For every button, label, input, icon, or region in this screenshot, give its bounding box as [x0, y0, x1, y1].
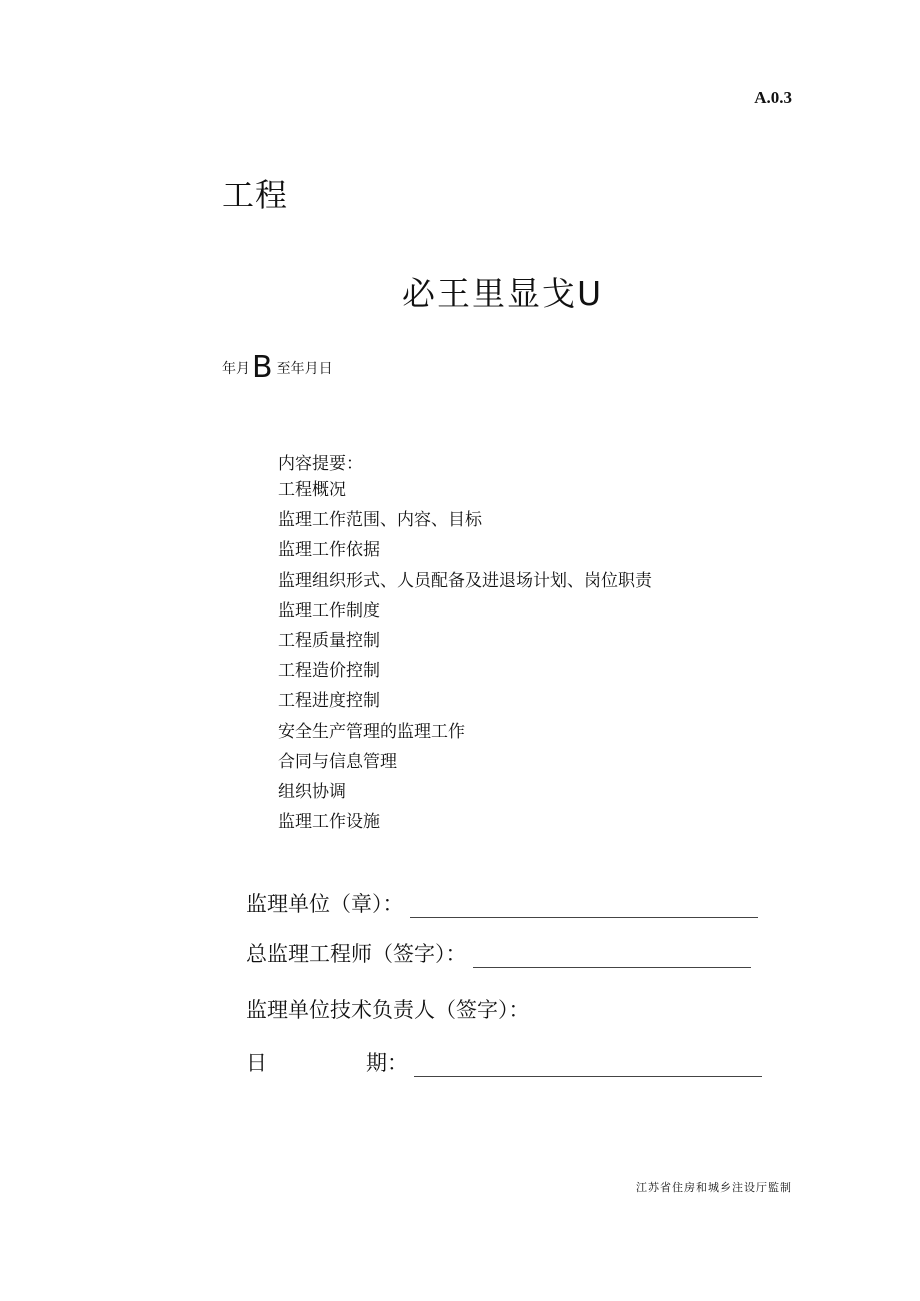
contents-item: 合同与信息管理	[278, 751, 397, 772]
contents-item: 监理工作依据	[278, 540, 380, 561]
issuer-footer: 江苏省住房和城乡注设厅監制	[636, 1181, 792, 1194]
tech-lead-label: 监理单位技术负责人（签字）：	[246, 998, 530, 1022]
contents-heading: 内容提要：	[278, 454, 363, 474]
date-label-left: 日	[246, 1051, 267, 1075]
contents-item: 工程质量控制	[278, 630, 380, 651]
form-code: A.0.3	[754, 88, 792, 107]
chief-engineer-label: 总监理工程师（签字）：	[246, 942, 467, 966]
contents-item: 监理组织形式、人员配备及进退场计划、岗位职责	[278, 570, 652, 591]
date-row	[246, 1047, 762, 1077]
unit-seal-blank[interactable]	[410, 897, 758, 918]
project-label: 工程	[222, 176, 289, 214]
contents-item: 工程造价控制	[278, 661, 380, 682]
unit-seal-row	[246, 888, 758, 918]
contents-item: 监理工作范围、内容、目标	[278, 510, 482, 531]
date-prefix: 年月	[222, 361, 250, 377]
document-title: 必王里显戈U	[402, 274, 604, 313]
contents-item: 监理工作制度	[278, 600, 380, 621]
chief-engineer-blank[interactable]	[473, 947, 751, 968]
contents-item: 安全生产管理的监理工作	[278, 721, 465, 742]
contents-item: 监理工作设施	[278, 812, 380, 833]
unit-seal-label: 监理单位（章）：	[246, 892, 404, 916]
date-label-right: 期：	[366, 1051, 408, 1075]
contents-list	[278, 479, 652, 841]
contents-item: 工程概况	[278, 480, 346, 500]
contents-item: 组织协调	[278, 781, 346, 802]
date-blank[interactable]	[414, 1056, 762, 1077]
tech-lead-row	[246, 994, 530, 1024]
contents-item: 工程进度控制	[278, 691, 380, 712]
date-suffix: 至年月日	[276, 361, 333, 377]
date-big-letter: B	[252, 350, 273, 385]
chief-engineer-row	[246, 938, 751, 968]
date-range-line	[222, 350, 333, 385]
